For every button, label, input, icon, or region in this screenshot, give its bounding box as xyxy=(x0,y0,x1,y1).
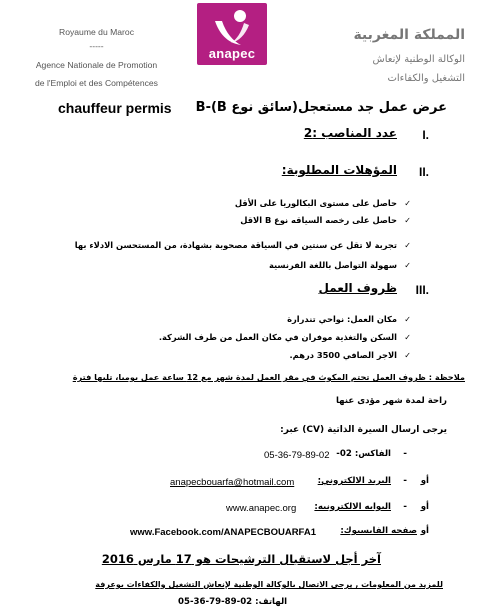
deadline-text: آخر أجل لاستقبال الترشيحات هو 17 مارس 2016 xyxy=(101,552,381,566)
portal-label: البوابه الالكترونيه: xyxy=(314,502,391,512)
check-mark-icon: ✓ xyxy=(404,241,411,250)
check-mark-icon: ✓ xyxy=(404,315,411,324)
check-mark-icon: ✓ xyxy=(404,199,411,208)
or-word: أو xyxy=(420,476,429,486)
anapec-logo xyxy=(197,3,267,65)
header-agency-fr-line2: de l'Emploi et des Compétences xyxy=(35,78,158,88)
list-item: حاصل على مستوى البكالوريا على الأقل xyxy=(234,198,397,208)
section-one-label: عدد المناصب :2 xyxy=(303,126,397,140)
fax-label: الفاكس: 02- xyxy=(336,449,391,459)
note-line1: ملاحظة : ظروف العمل تحتم المكوث في مقر العمل لمدة شهر مع 12 ساعة عمل يوميا، تليها فترة xyxy=(72,372,465,382)
facebook-label: صفحه الفايسبوك: xyxy=(340,526,417,536)
list-item: السكن والتغذية موفران في مكان العمل من طرف الشركة. xyxy=(158,332,397,342)
check-mark-icon: ✓ xyxy=(404,333,411,342)
email-label: البريد الالكتروني: xyxy=(317,476,391,486)
logo-text: anapec xyxy=(208,46,256,61)
section-three-label: ظروف العمل xyxy=(318,281,397,295)
section-two-label: المؤهلات المطلوبة: xyxy=(281,163,397,177)
or-word: أو xyxy=(420,502,429,512)
bullet-dash: - xyxy=(403,449,407,459)
footer-contact-line2: الهاتف: 02-89-79-36-05 xyxy=(178,597,288,607)
header-separator: ----- xyxy=(89,41,104,51)
email-link[interactable]: anapecbouarfa@hotmail.com xyxy=(170,477,295,488)
list-item: حاصل على رخصه السياقه نوع B الاقل xyxy=(240,215,397,225)
list-item: سهولة التواصل باللغة الفرنسية xyxy=(269,260,397,270)
list-item: الاجر الصافي 3500 درهم. xyxy=(289,350,397,360)
bullet-dash: - xyxy=(403,476,407,486)
section-three-numeral: III. xyxy=(415,283,429,297)
portal-link[interactable]: www.anapec.org xyxy=(226,503,297,514)
header-agency-fr-line1: Agence Nationale de Promotion xyxy=(35,60,158,70)
or-word: أو xyxy=(420,526,429,536)
header-country-fr: Royaume du Maroc xyxy=(59,27,134,37)
header-agency-ar-line2: التشغيل والكفاءات xyxy=(387,73,465,84)
apply-intro: يرجى ارسال السيرة الذاتية (CV) عبر: xyxy=(280,425,447,435)
fax-number: 05-36-79-89-02 xyxy=(264,450,330,461)
list-item: مكان العمل: نواحي تندرارة xyxy=(287,314,397,324)
bullet-dash: - xyxy=(403,502,407,512)
title-latin: chauffeur permis xyxy=(58,100,172,116)
footer-contact-line1: للمزيد من المعلومات , يرجى الاتصال بالوكالة الوطنية لإنعاش التشغيل والكفاءات بوعرفة xyxy=(95,580,443,589)
header-country-ar: المملكة المغربية xyxy=(353,27,465,43)
facebook-link[interactable]: www.Facebook.com/ANAPECBOUARFA1 xyxy=(130,527,316,538)
section-two-numeral: II. xyxy=(418,165,429,179)
check-mark-icon: ✓ xyxy=(404,261,411,270)
list-item: تجربة لا تقل عن سنتين في السياقة مصحوبة بشهادة، من المستحسن الادلاء بها xyxy=(74,240,397,250)
check-mark-icon: ✓ xyxy=(404,351,411,360)
note-line2: راحة لمدة شهر مؤدى عنها xyxy=(335,396,447,406)
title-arabic: عرض عمل جد مستعجل(سائق نوع B-(B xyxy=(195,100,447,115)
header-agency-ar-line1: الوكالة الوطنية لإنعاش xyxy=(372,54,465,65)
check-mark-icon: ✓ xyxy=(404,216,411,225)
section-one-numeral: I. xyxy=(422,128,429,142)
